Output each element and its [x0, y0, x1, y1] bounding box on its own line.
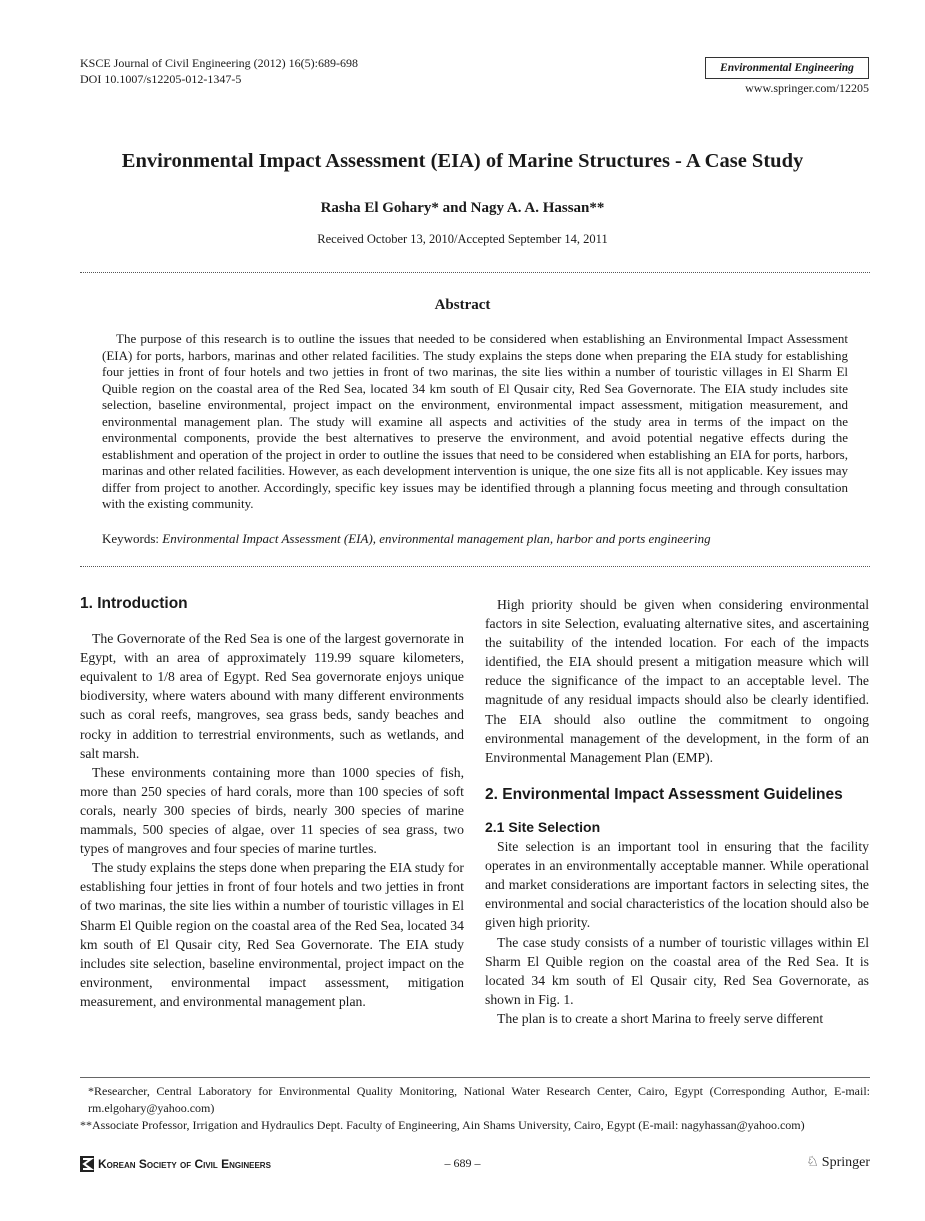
society-name: Korean Society of Civil Engineers — [98, 1157, 271, 1171]
paragraph: The Governorate of the Red Sea is one of the largest governorate in Egypt, with an area of approximately 119.99 square kilometers, equivalent to 1/8 area of Egypt. Red Sea governorate enjoys unique biodiversity, where waters abound with many different environments such as coral reefs, mangroves, sea grass beds, sandy beaches and rocky in addition to terrestrial environments, such as wetlands, and salt marsh. — [80, 631, 464, 761]
divider — [80, 566, 870, 567]
paragraph: The case study consists of a number of touristic villages within El Sharm El Quible region on the coastal area of the Red Sea. It is located 34 km south of El Qusair city, Red Sea Governorate, as shown in Fig. 1. — [485, 934, 869, 1007]
paragraph: High priority should be given when considering environmental factors in site Selection, evaluating alternative sites, and ascertaining the suitability of the intended location. For each of the impacts identified, the EIA should present a mitigation measure which will reduce the significance of the impact to an acceptable level. The magnitude of any residual impacts should also be clearly identified. The EIA should also outline the commitment to ongoing environmental management of the development, in the form of an Environmental Management Plan (EMP). — [485, 597, 869, 765]
section-label: Environmental Engineering — [705, 57, 869, 79]
paper-title: Environmental Impact Assessment (EIA) of Marine Structures - A Case Study — [121, 150, 804, 172]
received-dates: Received October 13, 2010/Accepted September 14, 2011 — [317, 232, 608, 246]
paragraph: The plan is to create a short Marina to freely serve different — [497, 1010, 824, 1026]
paragraph: Site selection is an important tool in ensuring that the facility operates in an environmentally acceptable manner. While operational and market considerations are important factors in selecting sites, the environmental and social characteristics of the location should also be given high priority. — [485, 839, 869, 931]
right-column — [485, 595, 869, 1028]
page-number: – 689 – — [444, 1156, 481, 1170]
springer-logo — [806, 1154, 870, 1171]
footnote: **Associate Professor, Irrigation and Hydraulics Dept. Faculty of Engineering, Ain Shams University, Cairo, Egypt (E-mail: nagyhassan@yahoo.com) — [80, 1118, 805, 1132]
keywords-label: Keywords: — [102, 531, 163, 546]
journal-citation — [80, 55, 358, 87]
paragraph: These environments containing more than 1000 species of fish, more than 250 species of hard corals, more than 100 species of soft corals, nearly 300 species of birds, nearly 300 species of marine mammals, 500 species of algae, over 11 species of sea grass, two types of mangroves and four species of marine turtles. — [80, 764, 464, 857]
springer-horse-icon: ♘ — [806, 1155, 819, 1170]
section-heading: 2. Environmental Impact Assessment Guidelines — [485, 785, 843, 803]
paragraph: The study explains the steps done when preparing the EIA study for establishing four jetties in front of four hotels and two jetties in front of two marinas, the site lies within a number of touristic villages in El Sharm El Quible region on the coastal area of the Red Sea, located 34 km south of El Qusair city, Red Sea Governorate. The EIA study includes site selection, baseline environmental, project impact on the environment, environmental impact assessment, mitigation measurement, and environmental management plan. — [80, 860, 464, 1009]
journal-url[interactable]: www.springer.com/12205 — [745, 81, 869, 95]
doi: DOI 10.1007/s12205-012-1347-5 — [80, 72, 242, 86]
section-heading: 1. Introduction — [80, 595, 188, 612]
keywords — [102, 531, 848, 547]
keywords-list: Environmental Impact Assessment (EIA), environmental management plan, harbor and ports engineering — [162, 531, 711, 546]
divider — [80, 272, 870, 273]
publisher-name: Springer — [821, 1154, 870, 1170]
subsection-heading: 2.1 Site Selection — [485, 818, 601, 835]
footnote-divider — [80, 1077, 870, 1078]
left-column — [80, 594, 464, 1011]
footnotes — [80, 1083, 870, 1134]
footnote: *Researcher, Central Laboratory for Environmental Quality Monitoring, National Water Research Center, Cairo, Egypt (Corresponding Author, E-mail: rm.elgohary@yahoo.com) — [88, 1084, 870, 1115]
abstract-heading: Abstract — [434, 297, 491, 313]
abstract-text: The purpose of this research is to outline the issues that needed to be considered when establishing an Environmental Impact Assessment (EIA) for ports, harbors, marinas and other related facilities. The study explains the steps done when preparing the EIA study for establishing four jetties in front of four hotels and two jetties in front of two marinas, the site lies within a number of touristic villages in El Sharm El Quible region on the coastal area of the Red Sea, located 34 km south of El Qusair city, Red Sea Governorate. The EIA study includes site selection, baseline environmental, project impact on the environment, environmental impact assessment, mitigation measurement, and environmental management plan. The study will examine all aspects and activities of the study area in terms of the impact on the environmental components, provide the best alternatives to preserve the environment, and avoid potential negative effects during the establishment and operation of the project in order to outline the issues that need to be considered when establishing an EIA for ports, harbors, marinas and other related facilities. However, as each development intervention is unique, the one size fits all is not applicable. Key issues may differ from project to another. Accordingly, specific key issues may be identified through a planning focus meeting and through consultation with the existing community. — [102, 331, 848, 511]
journal-name: KSCE Journal of Civil Engineering (2012) 16(5):689-698 — [80, 56, 358, 70]
authors: Rasha El Gohary* and Nagy A. A. Hassan** — [320, 200, 605, 216]
